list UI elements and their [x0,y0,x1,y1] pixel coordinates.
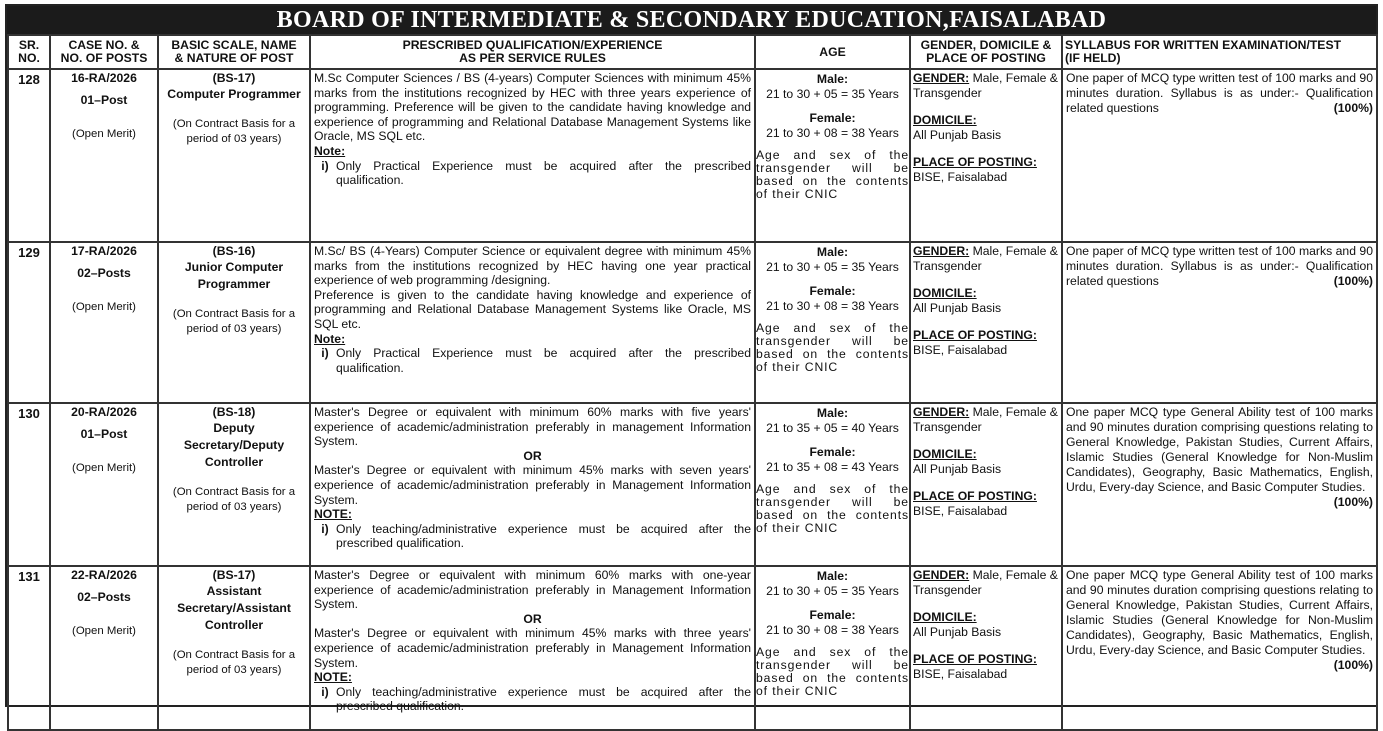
posting-value: BISE, Faisalabad [913,503,1008,518]
case-number: 20-RA/2026 [71,405,137,419]
transgender-age-note: Age and sex of the transgender will be based on the contents of their CNIC [756,148,909,202]
male-label: Male: [816,406,849,420]
note-text: Only Practical Experience must be acquired after the prescribed qualification. [336,158,751,188]
note-label: Note: [314,331,346,346]
female-age: 21 to 30 + 08 = 38 Years [766,298,899,313]
gender-domicile-cell [910,403,1062,566]
table-row [8,403,1377,566]
case-number: 17-RA/2026 [71,244,137,258]
syllabus-text: One paper MCQ type General Ability test of 100 marks and 90 minutes duration comprising questions relating to General Knowledge, Pakistan Studies, Current Affairs, Islamic Studies (General Knowledge for Non-Muslim Candidates), Geography, Basic Mathematics, English, Urdu, Every-day Science, and Basic Computer Studies. [1066,568,1373,657]
gender-label: GENDER: [913,244,970,258]
post-name: Assistant Secretary/Assistant Controller [177,583,291,632]
domicile-value: All Punjab Basis [913,127,1002,142]
qualification-or: OR [523,448,542,463]
qualification-cell [310,566,755,730]
gender-label: GENDER: [913,71,970,85]
syllabus-text: One paper of MCQ type written test of 100 marks and 90 minutes duration. Syllabus is as under:- Qualification related questions [1066,244,1373,288]
contract-note: (On Contract Basis for a period of 03 years) [172,117,296,145]
domicile-label: DOMICILE: [913,113,977,128]
merit-type: (Open Merit) [72,128,136,141]
qualification-alt-text: Master's Degree or equivalent with minimum 45% marks with three years' experience of academic/administration preferably in Management Information System. [314,626,751,670]
note-text: Only Practical Experience must be acquired after the prescribed qualification. [336,346,751,375]
post-cell [158,566,310,730]
qualification-cell [310,403,755,566]
merit-type: (Open Merit) [72,462,136,475]
posting-value: BISE, Faisalabad [913,342,1008,357]
syllabus-weight: (100%) [1333,101,1373,115]
syllabus-cell [1062,242,1377,403]
post-cell [158,403,310,566]
header-post: BASIC SCALE, NAME & NATURE OF POST [158,35,310,69]
qualification-text: M.Sc Computer Sciences / BS (4-years) Computer Sciences with minimum 45% marks from the institutions recognized by HEC with three years experience of programming. Preference will be given to the candidate having knowledge and experience of programming and Relational Database Management Systems like Oracle, MS SQL etc. [314,71,751,144]
age-cell [755,566,910,730]
syllabus-cell [1062,403,1377,566]
transgender-age-note: Age and sex of the transgender will be based on the contents of their CNIC [756,645,909,699]
posts-table [7,34,1378,731]
gender-domicile-cell [910,242,1062,403]
serial-number: 130 [8,403,50,566]
case-cell [50,69,158,242]
note-index: i) [321,521,329,536]
advertisement-page [5,4,1378,714]
table-row [8,69,1377,242]
age-cell [755,403,910,566]
female-label: Female: [809,111,856,126]
contract-note: (On Contract Basis for a period of 03 years) [172,648,296,676]
age-cell [755,242,910,403]
note-item [314,685,751,714]
female-label: Female: [809,445,856,460]
number-of-posts: 02–Posts [77,265,131,280]
header-sr: SR. NO. [8,35,50,69]
note-text: Only teaching/administrative experience must be acquired after the prescribed qualification. [336,521,751,551]
qualification-cell [310,69,755,242]
header-gender: GENDER, DOMICILE & PLACE OF POSTING [910,35,1062,69]
header-syllabus: SYLLABUS FOR WRITTEN EXAMINATION/TEST (IF HELD) [1062,35,1377,69]
qualification-text: Master's Degree or equivalent with minimum 60% marks with five years' experience of academic/administration preferably in management Information System. [314,405,751,449]
number-of-posts: 01–Post [80,426,128,441]
merit-type: (Open Merit) [72,301,136,314]
post-cell [158,242,310,403]
male-label: Male: [816,72,849,86]
case-cell [50,242,158,403]
male-label: Male: [816,569,849,583]
gender-line [913,568,1059,597]
gender-label: GENDER: [913,568,970,582]
male-label: Male: [816,245,849,259]
male-age: 21 to 30 + 05 = 35 Years [766,259,899,274]
posting-label: PLACE OF POSTING: [913,652,1037,667]
gender-label: GENDER: [913,405,970,419]
qualification-alt-text: Master's Degree or equivalent with minimum 45% marks with seven years' experience of academic/administration preferably in Management Information System. [314,463,751,507]
basic-scale: (BS-18) [212,405,256,419]
gender-value: Male, Female & Transgender [913,405,1058,434]
female-age: 21 to 30 + 08 = 38 Years [766,622,899,637]
case-cell [50,566,158,730]
syllabus-cell [1062,566,1377,730]
post-cell [158,69,310,242]
serial-number: 131 [8,566,50,730]
gender-line [913,244,1059,273]
gender-value: Male, Female & Transgender [913,568,1058,597]
case-number: 22-RA/2026 [71,568,137,582]
domicile-value: All Punjab Basis [913,624,1002,639]
post-name: Computer Programmer [167,86,301,101]
posting-label: PLACE OF POSTING: [913,155,1037,170]
qualification-text: Master's Degree or equivalent with minimum 60% marks with one-year experience of academic/administration preferably in Management Information System. [314,568,751,612]
qualification-alt-text: Preference is given to the candidate having knowledge and experience of programming and Relational Database Management Systems like Oracle, MS SQL etc. [314,287,751,331]
serial-number: 128 [8,69,50,242]
number-of-posts: 01–Post [80,92,128,107]
basic-scale: (BS-17) [212,71,256,85]
header-age: AGE [755,35,910,69]
syllabus-weight: (100%) [1333,274,1373,288]
note-label: Note: [314,143,346,158]
qualification-or: OR [523,611,542,626]
domicile-value: All Punjab Basis [913,300,1002,315]
posting-value: BISE, Faisalabad [913,169,1008,184]
syllabus-weight: (100%) [1333,495,1373,509]
gender-line [913,71,1059,100]
number-of-posts: 02–Posts [77,589,131,604]
note-label: NOTE: [314,507,352,522]
female-age: 21 to 30 + 08 = 38 Years [766,125,899,140]
post-name: Junior Computer Programmer [184,259,284,291]
note-item [314,346,751,375]
female-label: Female: [809,284,856,299]
table-row [8,566,1377,730]
qualification-cell [310,242,755,403]
qualification-text: M.Sc/ BS (4-Years) Computer Science or equivalent degree with minimum 45% marks from the institutions recognized by HEC having one year practical experience of web programming /designing. [314,244,751,288]
serial-number: 129 [8,242,50,403]
transgender-age-note: Age and sex of the transgender will be based on the contents of their CNIC [756,321,909,375]
male-age: 21 to 35 + 05 = 40 Years [766,420,899,435]
post-name: Deputy Secretary/Deputy Controller [183,420,285,469]
age-cell [755,69,910,242]
domicile-value: All Punjab Basis [913,461,1002,476]
note-text: Only teaching/administrative experience must be acquired after the prescribed qualification. [336,684,751,714]
gender-line [913,405,1059,434]
case-cell [50,403,158,566]
female-age: 21 to 35 + 08 = 43 Years [766,459,899,474]
male-age: 21 to 30 + 05 = 35 Years [766,583,899,598]
board-title-banner: BOARD OF INTERMEDIATE & SECONDARY EDUCATION,FAISALABAD [7,6,1376,34]
transgender-age-note: Age and sex of the transgender will be based on the contents of their CNIC [756,482,909,536]
contract-note: (On Contract Basis for a period of 03 years) [172,307,296,335]
posting-label: PLACE OF POSTING: [913,328,1037,343]
gender-domicile-cell [910,69,1062,242]
syllabus-weight: (100%) [1333,658,1373,672]
note-item [314,522,751,551]
syllabus-text: One paper of MCQ type written test of 100 marks and 90 minutes duration. Syllabus is as under:- Qualification related questions [1066,71,1373,115]
female-label: Female: [809,608,856,623]
note-item [314,159,751,188]
domicile-label: DOMICILE: [913,286,977,301]
header-qualification: PRESCRIBED QUALIFICATION/EXPERIENCE AS PER SERVICE RULES [310,35,755,69]
syllabus-text: One paper MCQ type General Ability test of 100 marks and 90 minutes duration comprising questions relating to General Knowledge, Pakistan Studies, Current Affairs, Islamic Studies (General Knowledge for Non-Muslim Candidates), Geography, Basic Mathematics, English, Urdu, Every-day Science, and Basic Computer Studies. [1066,405,1373,494]
gender-domicile-cell [910,566,1062,730]
posting-value: BISE, Faisalabad [913,666,1008,681]
basic-scale: (BS-17) [212,568,256,582]
table-row [8,242,1377,403]
male-age: 21 to 30 + 05 = 35 Years [766,86,899,101]
domicile-label: DOMICILE: [913,610,977,625]
domicile-label: DOMICILE: [913,447,977,462]
basic-scale: (BS-16) [212,244,256,258]
note-index: i) [321,158,329,173]
merit-type: (Open Merit) [72,625,136,638]
note-index: i) [321,684,329,699]
posting-label: PLACE OF POSTING: [913,489,1037,504]
contract-note: (On Contract Basis for a period of 03 years) [172,485,296,513]
header-case: CASE NO. & NO. OF POSTS [50,35,158,69]
gender-value: Male, Female & Transgender [913,71,1058,100]
note-label: NOTE: [314,670,352,685]
table-header-row [8,35,1377,69]
gender-value: Male, Female & Transgender [913,244,1058,273]
syllabus-cell [1062,69,1377,242]
case-number: 16-RA/2026 [71,71,137,85]
note-index: i) [321,346,329,361]
